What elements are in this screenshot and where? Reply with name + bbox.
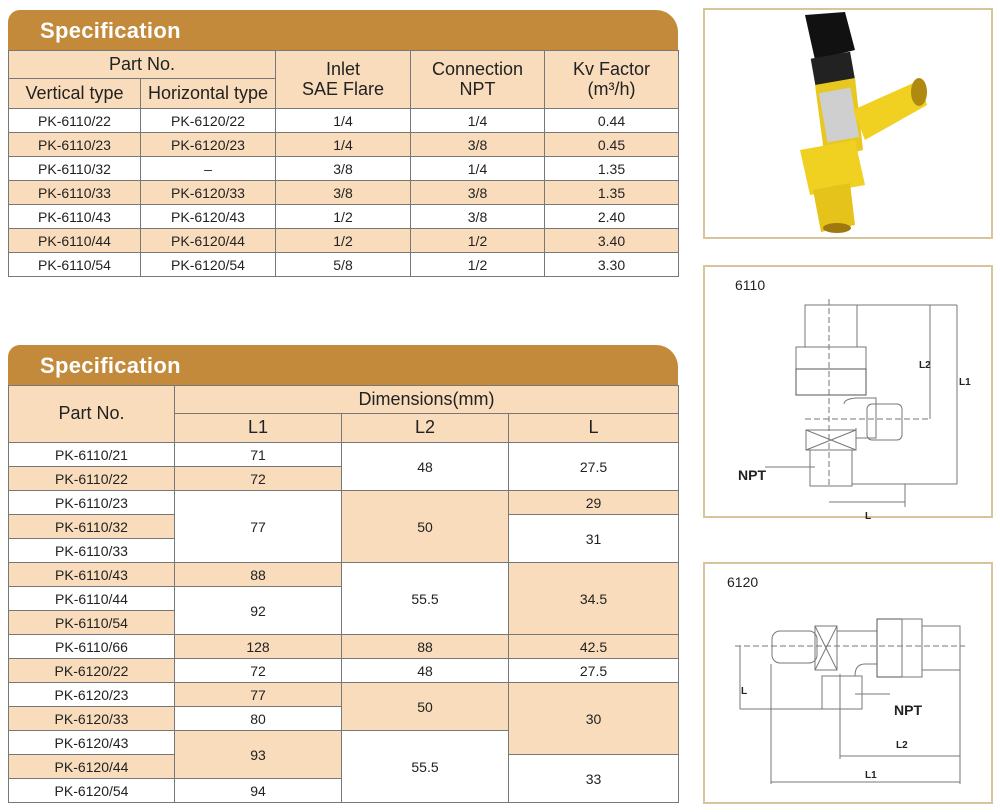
l2-cell: 88 — [342, 635, 509, 659]
l-cell: 27.5 — [509, 659, 679, 683]
table-cell: 5/8 — [276, 253, 411, 277]
part-number-cell: PK-6110/32 — [9, 515, 175, 539]
table-row — [9, 157, 679, 181]
table-cell: 0.44 — [545, 109, 679, 133]
l-cell: 30 — [509, 683, 679, 755]
table-cell: 1/4 — [411, 109, 545, 133]
table-cell: 1.35 — [545, 181, 679, 205]
table-row — [9, 635, 679, 659]
part-number-cell: PK-6120/22 — [9, 659, 175, 683]
valve-photo-icon — [705, 10, 991, 237]
l1-cell: 88 — [175, 563, 342, 587]
table-row — [9, 683, 679, 707]
drawing-model-label: 6120 — [727, 574, 759, 590]
table-row — [9, 133, 679, 157]
dim-l-label: L — [865, 511, 872, 522]
section-title: Specification — [8, 345, 678, 385]
l1-cell: 128 — [175, 635, 342, 659]
l1-cell: 77 — [175, 491, 342, 563]
table-cell: PK-6120/33 — [141, 181, 276, 205]
table-cell: PK-6120/54 — [141, 253, 276, 277]
l1-cell: 92 — [175, 587, 342, 635]
l-cell: 29 — [509, 491, 679, 515]
part-number-cell: PK-6120/23 — [9, 683, 175, 707]
table-row — [9, 205, 679, 229]
dim-l1-label: L1 — [959, 377, 971, 388]
part-number-cell: PK-6120/44 — [9, 755, 175, 779]
part-number-cell: PK-6110/21 — [9, 443, 175, 467]
l-cell: 27.5 — [509, 443, 679, 491]
part-number-cell: PK-6110/33 — [9, 539, 175, 563]
part-number-cell: PK-6110/66 — [9, 635, 175, 659]
table-cell: 1/2 — [276, 229, 411, 253]
l2-cell: 50 — [342, 491, 509, 563]
l1-cell: 72 — [175, 659, 342, 683]
product-photo — [703, 8, 993, 239]
header-vertical: Vertical type — [9, 79, 141, 109]
part-number-cell: PK-6110/43 — [9, 563, 175, 587]
header-l: L — [509, 414, 679, 443]
table-cell: PK-6120/43 — [141, 205, 276, 229]
drawing-model-label: 6110 — [735, 277, 766, 293]
table-row — [9, 253, 679, 277]
section-title: Specification — [8, 10, 678, 50]
table-cell: 1/4 — [411, 157, 545, 181]
header-part-no: Part No. — [9, 51, 276, 79]
dim-l1-label: L1 — [865, 770, 877, 781]
table-cell: 0.45 — [545, 133, 679, 157]
table-cell: 1/4 — [276, 109, 411, 133]
part-number-cell: PK-6120/43 — [9, 731, 175, 755]
dim-l-label: L — [741, 686, 748, 697]
header-l1: L1 — [175, 414, 342, 443]
npt-label: NPT — [738, 467, 766, 483]
dim-l2-label: L2 — [896, 740, 908, 751]
table-cell: PK-6120/44 — [141, 229, 276, 253]
table-cell: 1.35 — [545, 157, 679, 181]
table-cell: 3/8 — [411, 205, 545, 229]
table-cell: 3/8 — [411, 181, 545, 205]
table-cell: 3/8 — [411, 133, 545, 157]
table-row — [9, 443, 679, 467]
l1-cell: 72 — [175, 467, 342, 491]
table-cell: PK-6110/33 — [9, 181, 141, 205]
l-cell: 31 — [509, 515, 679, 563]
part-number-cell: PK-6120/54 — [9, 779, 175, 803]
l1-cell: 77 — [175, 683, 342, 707]
npt-label: NPT — [894, 702, 922, 718]
table-cell: PK-6110/23 — [9, 133, 141, 157]
table-cell: 3.40 — [545, 229, 679, 253]
table-cell: PK-6110/22 — [9, 109, 141, 133]
l1-cell: 93 — [175, 731, 342, 779]
table-cell: 1/4 — [276, 133, 411, 157]
header-part-no: Part No. — [9, 386, 175, 443]
table-cell: PK-6110/43 — [9, 205, 141, 229]
header-inlet: Inlet SAE Flare — [276, 51, 411, 109]
table-row — [9, 563, 679, 587]
table-cell: PK-6120/22 — [141, 109, 276, 133]
table-cell: PK-6110/44 — [9, 229, 141, 253]
table-cell: 2.40 — [545, 205, 679, 229]
table-cell: PK-6120/23 — [141, 133, 276, 157]
l2-cell: 50 — [342, 683, 509, 731]
part-number-cell: PK-6110/54 — [9, 611, 175, 635]
table-cell: 1/2 — [411, 229, 545, 253]
l1-cell: 80 — [175, 707, 342, 731]
header-dimensions: Dimensions(mm) — [175, 386, 679, 414]
drawing-6110 — [703, 265, 993, 522]
header-horizontal: Horizontal type — [141, 79, 276, 109]
header-kv: Kv Factor (m³/h) — [545, 51, 679, 109]
table-row — [9, 229, 679, 253]
valve-6120-drawing-icon — [705, 564, 991, 802]
specification-table-kv — [8, 10, 678, 277]
l-cell: 33 — [509, 755, 679, 803]
l2-cell: 48 — [342, 659, 509, 683]
table-row — [9, 491, 679, 515]
l-cell: 42.5 — [509, 635, 679, 659]
table-cell: 1/2 — [276, 205, 411, 229]
header-l2: L2 — [342, 414, 509, 443]
table-cell: PK-6110/32 — [9, 157, 141, 181]
part-number-cell: PK-6110/22 — [9, 467, 175, 491]
table-cell: – — [141, 157, 276, 181]
l-cell: 34.5 — [509, 563, 679, 635]
dim-l2-label: L2 — [919, 360, 931, 371]
table-cell: PK-6110/54 — [9, 253, 141, 277]
specification-table-dimensions — [8, 345, 678, 803]
table-row — [9, 181, 679, 205]
table-cell: 3.30 — [545, 253, 679, 277]
l2-cell: 55.5 — [342, 563, 509, 635]
table-cell: 1/2 — [411, 253, 545, 277]
part-number-cell: PK-6110/23 — [9, 491, 175, 515]
part-number-cell: PK-6120/33 — [9, 707, 175, 731]
l2-cell: 55.5 — [342, 731, 509, 803]
table-cell: 3/8 — [276, 181, 411, 205]
table-cell: 3/8 — [276, 157, 411, 181]
l1-cell: 94 — [175, 779, 342, 803]
part-number-cell: PK-6110/44 — [9, 587, 175, 611]
header-connection: Connection NPT — [411, 51, 545, 109]
l1-cell: 71 — [175, 443, 342, 467]
drawing-6120 — [703, 562, 993, 804]
table-row — [9, 659, 679, 683]
table-row — [9, 109, 679, 133]
l2-cell: 48 — [342, 443, 509, 491]
